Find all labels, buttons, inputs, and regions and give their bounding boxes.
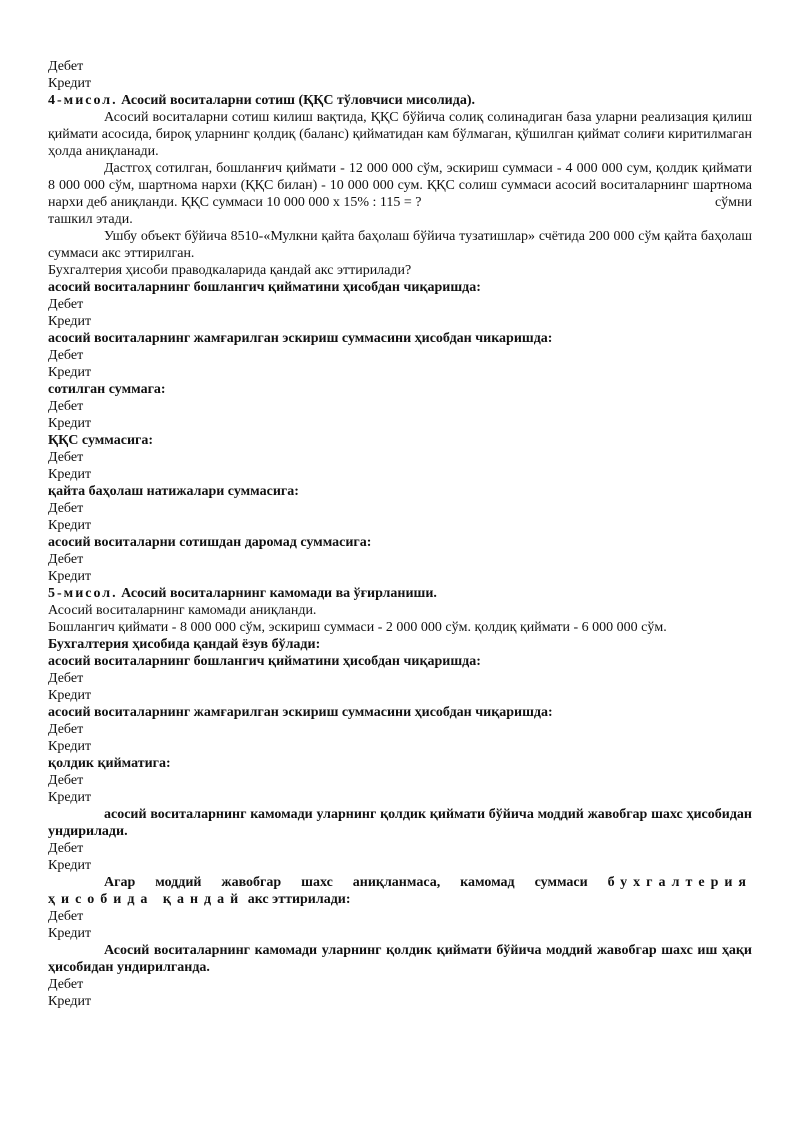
kredit-line: Кредит xyxy=(48,365,92,380)
kredit-line: Кредит xyxy=(48,76,92,91)
example-4-paragraph-2 xyxy=(48,160,752,211)
example-4-paragraph-2-main: Дастгоҳ сотилган, бошланғич қиймати - 12 000 000 сўм, эскириш суммаси - 4 000 000 сум, қолдик қиймати 8 000 000 сўм, шартнома нархи (ҚҚС билан) - 10 000 000 сум. ҚҚС солиш суммаси асосий воситаларнинг шартнома нархи деб аниқланди. ҚҚС суммаси 10 000 000 х 15% : 115 = ? xyxy=(48,161,752,210)
kredit-line: Кредит xyxy=(48,739,92,754)
kredit-line: Кредит xyxy=(48,314,92,329)
kredit-line: Кредит xyxy=(48,994,92,1009)
debet-line: Дебет xyxy=(48,59,84,74)
debet-line: Дебет xyxy=(48,671,84,686)
example-5-unknown-part-b: бухгалтерия xyxy=(607,875,752,890)
example-4-paragraph-2-tail: сўмни xyxy=(714,195,752,210)
example-5-unknown-part-c: ҳисобида қандай xyxy=(48,892,245,907)
example-4-item-5: қайта баҳолаш натижалари суммасига: xyxy=(48,484,299,499)
debet-line: Дебет xyxy=(48,348,84,363)
example-5-unknown-person-paragraph xyxy=(48,874,752,891)
example-5-paragraph-2: Бошлангич қиймати - 8 000 000 сўм, эскириш суммаси - 2 000 000 сўм. қолдиқ қиймати - 6 000 000 сўм. xyxy=(48,620,667,635)
kredit-line: Кредит xyxy=(48,467,92,482)
example-5-unknown-part-d: акс эттирилади: xyxy=(247,892,351,907)
kredit-line: Кредит xyxy=(48,688,92,703)
example-4-item-4: ҚҚС суммасига: xyxy=(48,433,154,448)
example-4-paragraph-1: Асосий воситаларни сотиш килиш вақтида, ҚҚС бўйича солиқ солинадиган база уларни реализация қилиш қиймати асосида, бироқ уларнинг қолдиқ (баланс) қийматидан кам бўлмаган, қўшилган қиймат солиғи киритилмаган ҳолда аниқланади. xyxy=(48,110,752,159)
example-4-heading xyxy=(48,92,752,109)
example-5-paragraph-1: Асосий воситаларнинг камомади аниқланди. xyxy=(48,603,317,618)
kredit-line: Кредит xyxy=(48,926,92,941)
kredit-line: Кредит xyxy=(48,858,92,873)
example-5-item-3: қолдик қийматига: xyxy=(48,756,171,771)
example-5-heading xyxy=(48,585,752,602)
example-4-title: Асосий воситаларни сотиш (ҚҚС тўловчиси мисолида). xyxy=(121,93,475,108)
example-4-item-6: асосий воситаларни сотишдан даромад суммасига: xyxy=(48,535,372,550)
example-4-item-1: асосий воситаларнинг бошлангич қийматини ҳисобдан чиқаришда: xyxy=(48,280,481,295)
kredit-line: Кредит xyxy=(48,416,92,431)
debet-line: Дебет xyxy=(48,841,84,856)
example-4-question: Бухгалтерия ҳисоби праводкаларида қандай акс эттирилади? xyxy=(48,263,412,278)
example-5-unknown-part-a: Агар моддий жавобгар шахс аниқланмаса, камомад суммаси xyxy=(104,875,588,890)
debet-line: Дебет xyxy=(48,552,84,567)
example-5-shortage-paragraph: асосий воситаларнинг камомади уларнинг қолдик қиймати бўйича моддий жавобгар шахс ҳисобидан ундирилади. xyxy=(48,807,752,839)
debet-line: Дебет xyxy=(48,450,84,465)
kredit-line: Кредит xyxy=(48,790,92,805)
example-4-number: 4-мисол. xyxy=(48,93,118,108)
example-5-item-1: асосий воситаларнинг бошлангич қийматини ҳисобдан чиқаришда: xyxy=(48,654,481,669)
debet-line: Дебет xyxy=(48,977,84,992)
example-5-unknown-person-line-2 xyxy=(48,891,752,908)
debet-line: Дебет xyxy=(48,773,84,788)
example-5-title: Асосий воситаларнинг камомади ва ўғирланиши. xyxy=(121,586,437,601)
example-4-item-2: асосий воситаларнинг жамғарилган эскириш суммасини ҳисобдан чикаришда: xyxy=(48,331,553,346)
debet-line: Дебет xyxy=(48,399,84,414)
debet-line: Дебет xyxy=(48,501,84,516)
kredit-line: Кредит xyxy=(48,518,92,533)
example-4-paragraph-2-end: ташкил этади. xyxy=(48,212,133,227)
kredit-line: Кредит xyxy=(48,569,92,584)
example-5-salary-paragraph: Асосий воситаларнинг камомади уларнинг қолдик қиймати бўйича моддий жавобгар шахс иш ҳақи ҳисобидан ундирилганда. xyxy=(48,943,752,975)
example-5-number: 5-мисол. xyxy=(48,586,118,601)
example-5-question: Бухгалтерия ҳисобида қандай ёзув бўлади: xyxy=(48,637,321,652)
example-5-item-2: асосий воситаларнинг жамғарилган эскириш суммасини ҳисобдан чиқаришда: xyxy=(48,705,553,720)
example-4-paragraph-3: Ушбу объект бўйича 8510-«Мулкни қайта баҳолаш бўйича тузатишлар» счётида 200 000 сўм қайта баҳолаш суммаси акс эттирилган. xyxy=(48,229,752,261)
example-4-item-3: сотилган суммага: xyxy=(48,382,166,397)
debet-line: Дебет xyxy=(48,722,84,737)
debet-line: Дебет xyxy=(48,297,84,312)
debet-line: Дебет xyxy=(48,909,84,924)
